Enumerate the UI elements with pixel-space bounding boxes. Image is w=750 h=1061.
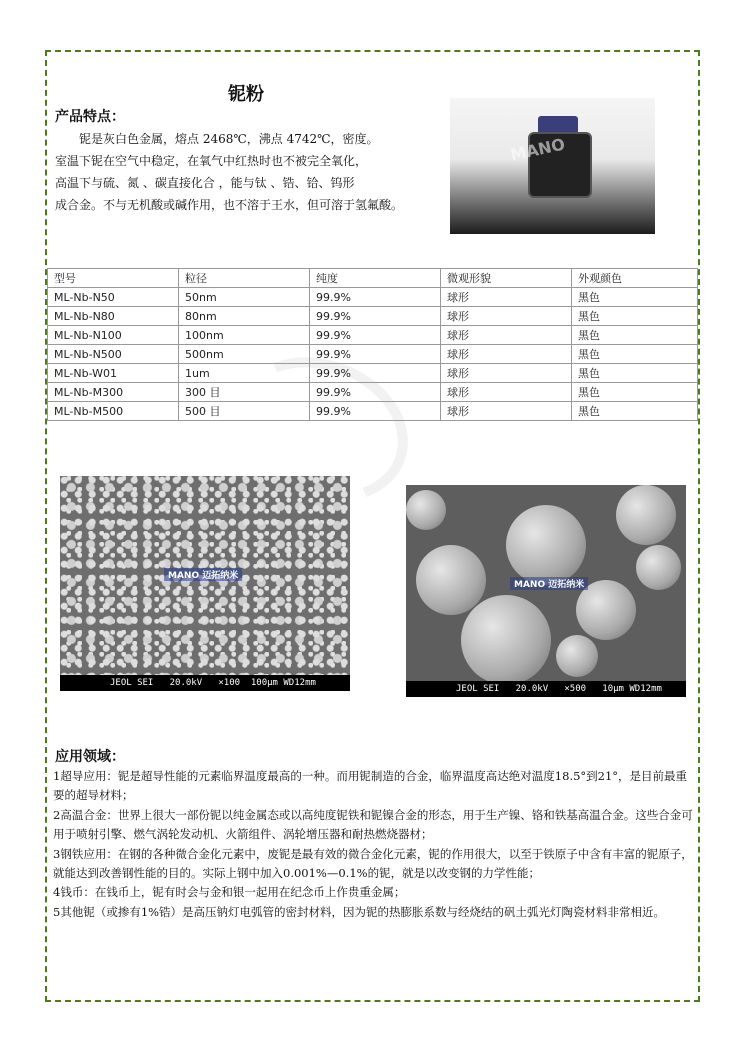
table-cell: 80nm (179, 307, 310, 326)
table-cell: 黑色 (572, 383, 698, 402)
table-cell: 球形 (441, 345, 572, 364)
particle (556, 635, 598, 677)
table-cell: ML-Nb-M500 (48, 402, 179, 421)
intro-line: 高温下与硫、氮 、碳直接化合 ，能与钛 、锆、铪、钨形 (55, 176, 355, 190)
table-cell: 球形 (441, 326, 572, 345)
particle (416, 545, 486, 615)
intro-line: 成合金。不与无机酸或碱作用，也不溶于王水，但可溶于氢氟酸。 (55, 198, 404, 212)
table-cell: 99.9% (310, 402, 441, 421)
applications-text (53, 767, 698, 922)
sem-info-bar: JEOL SEI 20.0kV ×100 100μm WD12mm (60, 675, 350, 691)
table-row (48, 402, 698, 421)
table-cell: ML-Nb-W01 (48, 364, 179, 383)
table-cell: ML-Nb-N100 (48, 326, 179, 345)
table-row (48, 326, 698, 345)
particle (636, 545, 681, 590)
table-cell: 99.9% (310, 383, 441, 402)
header-size: 粒径 (179, 269, 310, 288)
page-title: 铌粉 (228, 84, 264, 105)
table-row (48, 364, 698, 383)
table-cell: 球形 (441, 402, 572, 421)
header-morphology: 微观形貌 (441, 269, 572, 288)
particle (406, 490, 446, 530)
header-color: 外观颜色 (572, 269, 698, 288)
table-row (48, 288, 698, 307)
table-cell: 500nm (179, 345, 310, 364)
application-item: 4钱币：在钱币上，铌有时会与金和银一起用在纪念币上作贵重金属； (53, 885, 406, 900)
application-item: 3钢铁应用：在钢的各种微合金化元素中，废铌是最有效的微合金化元素，铌的作用很大，以至于铁原子中含有丰富的铌原子，就能达到改善钢性能的目的。实际上钢中加入0.001%—0.1%的铌，就是以改变钢的力学性能； (53, 846, 693, 881)
sem-info-bar: JEOL SEI 20.0kV ×500 10μm WD12mm (406, 681, 686, 697)
table-cell: 球形 (441, 307, 572, 326)
table-cell: ML-Nb-N80 (48, 307, 179, 326)
table-cell: 99.9% (310, 326, 441, 345)
table-cell: 球形 (441, 288, 572, 307)
table-cell: 500 目 (179, 402, 310, 421)
sem-image-x100 (60, 476, 350, 691)
application-item: 1超导应用：铌是超导性能的元素临界温度最高的一种。而用铌制造的合金，临界温度高达绝对温度18.5°到21°，是目前最重要的超导材料； (53, 769, 688, 803)
particle (506, 505, 586, 585)
table-cell: 球形 (441, 364, 572, 383)
intro-text (55, 128, 445, 216)
table-row (48, 345, 698, 364)
table-cell: 黑色 (572, 326, 698, 345)
product-photo (450, 98, 655, 234)
table-cell: 50nm (179, 288, 310, 307)
table-header-row (48, 269, 698, 288)
features-heading: 产品特点： (55, 109, 125, 125)
table-cell: 99.9% (310, 307, 441, 326)
table-cell: 黑色 (572, 307, 698, 326)
table-cell: 黑色 (572, 288, 698, 307)
table-cell: ML-Nb-N500 (48, 345, 179, 364)
sem-logo: MANO 迈拓纳米 (164, 568, 242, 581)
table-cell: 黑色 (572, 345, 698, 364)
spec-table (47, 268, 698, 421)
sem-image-x500 (406, 485, 686, 697)
header-model: 型号 (48, 269, 179, 288)
table-cell: 黑色 (572, 364, 698, 383)
table-cell: 100nm (179, 326, 310, 345)
application-item: 5其他铌（或掺有1%锆）是高压钠灯电弧管的密封材料，因为铌的热膨胀系数与经烧结的矾土弧光灯陶瓷材料非常相近。 (53, 904, 666, 919)
particle (616, 485, 676, 545)
table-cell: 300 目 (179, 383, 310, 402)
table-row (48, 383, 698, 402)
table-cell: 黑色 (572, 402, 698, 421)
table-cell: 99.9% (310, 288, 441, 307)
table-cell: ML-Nb-N50 (48, 288, 179, 307)
photo-logo: MANO (508, 134, 567, 165)
table-cell: 1um (179, 364, 310, 383)
applications-heading: 应用领域： (55, 749, 125, 765)
table-row (48, 307, 698, 326)
table-cell: 99.9% (310, 364, 441, 383)
header-purity: 纯度 (310, 269, 441, 288)
particle (461, 595, 551, 685)
intro-line: 室温下铌在空气中稳定，在氧气中红热时也不被完全氧化， (55, 154, 368, 168)
application-item: 2高温合金：世界上很大一部份铌以纯金属态或以高纯度铌铁和铌镍合金的形态，用于生产镍、铬和铁基高温合金。这些合金可用于喷射引擎、燃气涡轮发动机、火箭组件、涡轮增压器和耐热燃烧器材； (53, 807, 693, 842)
table-cell: 99.9% (310, 345, 441, 364)
table-cell: 球形 (441, 383, 572, 402)
intro-line: 铌是灰白色金属，熔点 2468℃，沸点 4742℃，密度。 (79, 132, 379, 146)
table-cell: ML-Nb-M300 (48, 383, 179, 402)
sem-logo: MANO 迈拓纳米 (510, 577, 588, 590)
